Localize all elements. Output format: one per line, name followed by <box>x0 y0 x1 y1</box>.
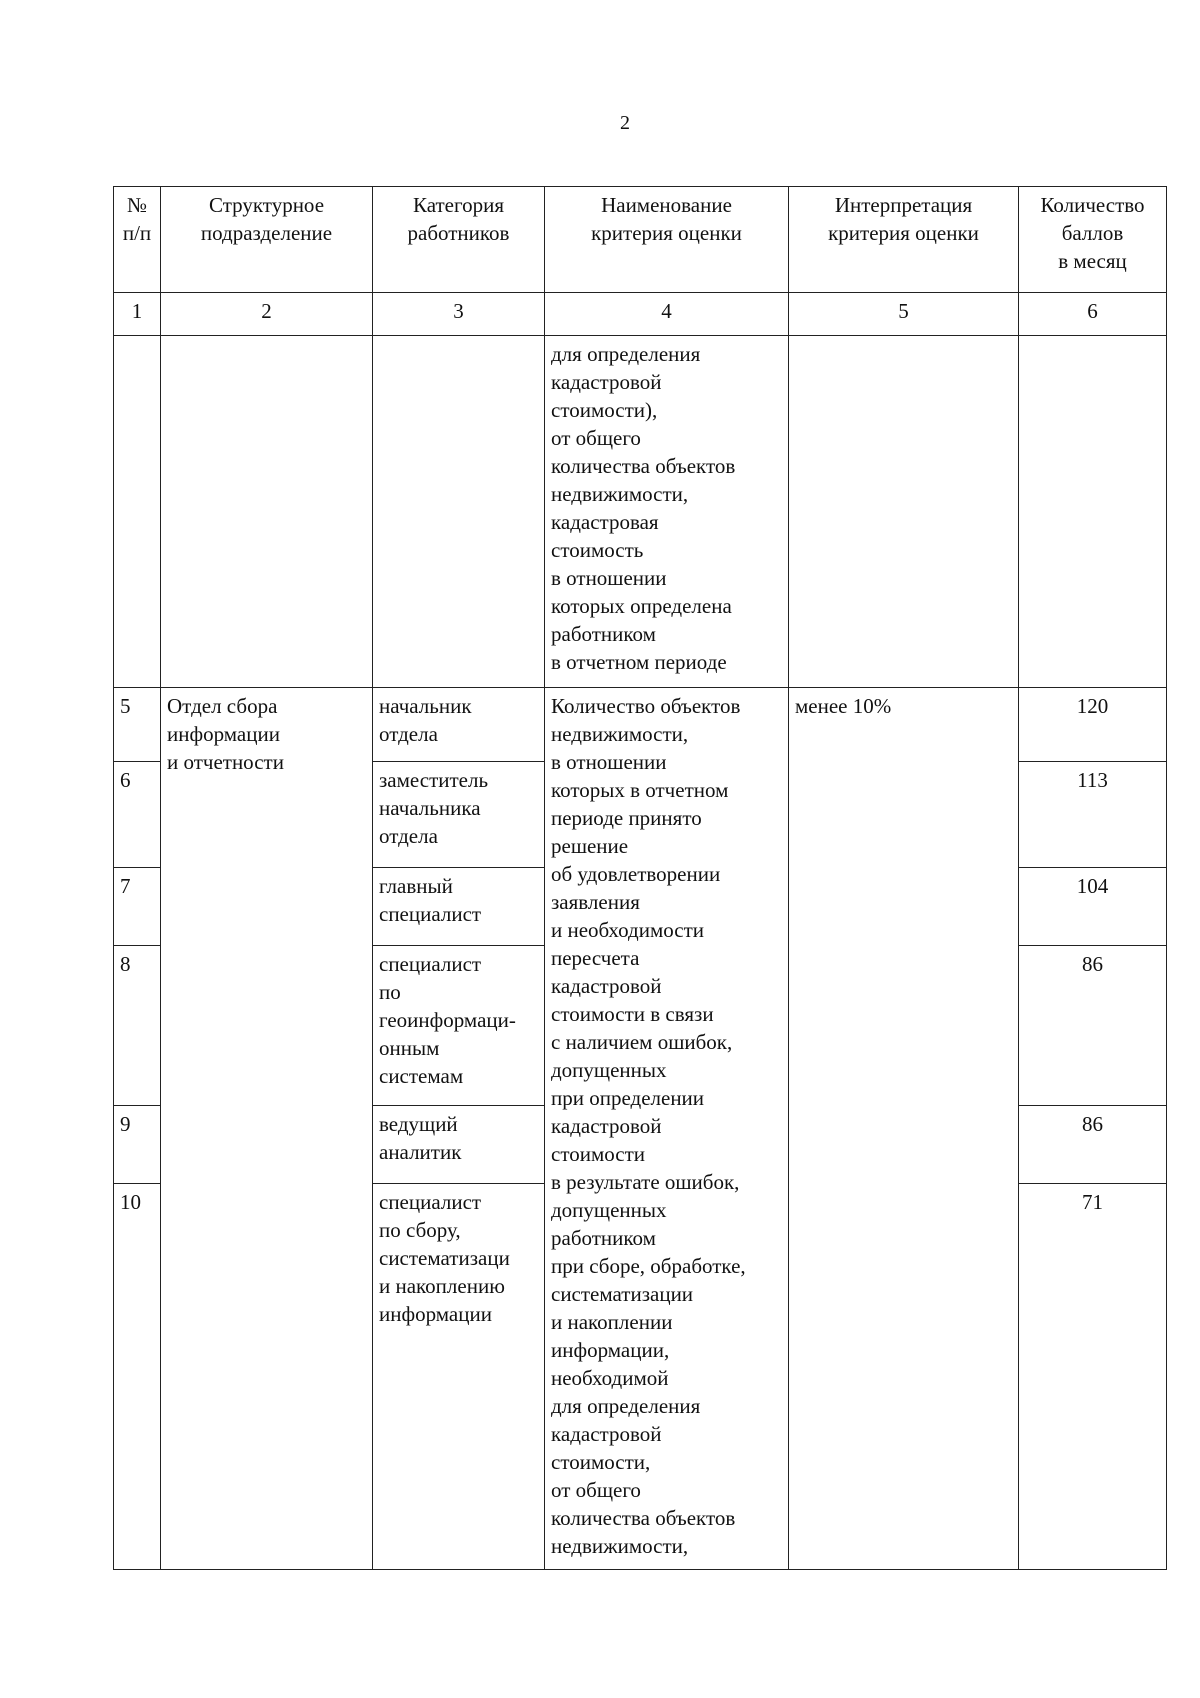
points-value: 86 <box>1019 946 1167 1106</box>
column-index: 2 <box>161 293 373 336</box>
continuation-department-cell <box>161 336 373 688</box>
points-value: 104 <box>1019 868 1167 946</box>
points-value: 120 <box>1019 688 1167 762</box>
department-name: Отдел сбора информации и отчетности <box>161 688 373 1570</box>
continuation-points-cell <box>1019 336 1167 688</box>
points-value: 86 <box>1019 1106 1167 1184</box>
points-value: 71 <box>1019 1184 1167 1570</box>
employee-category: заместитель начальника отдела <box>373 762 545 868</box>
employee-category: главный специалист <box>373 868 545 946</box>
page-number: 2 <box>620 112 630 134</box>
header-department: Структурное подразделение <box>161 187 373 293</box>
column-index: 5 <box>789 293 1019 336</box>
row-number: 8 <box>114 946 161 1106</box>
employee-category: специалист по геоинформаци- онным системам <box>373 946 545 1106</box>
criterion-text: Количество объектов недвижимости, в отношении которых в отчетном периоде принято решение об удовлетворении заявления и необходимости пересчета кадастровой стоимости в связи с наличием ошибок, допущенных при определении кадастровой стоимости в результате ошибок, допущенных работником при сборе, обработке, систематизации и накоплении информации, необходимой для определения кадастровой стоимости, от общего количества объектов недвижимости, <box>545 688 789 1570</box>
points-value: 113 <box>1019 762 1167 868</box>
column-index-row <box>114 293 1167 336</box>
header-category: Категория работников <box>373 187 545 293</box>
header-criterion: Наименование критерия оценки <box>545 187 789 293</box>
row-number: 6 <box>114 762 161 868</box>
header-row <box>114 187 1167 293</box>
row-number: 10 <box>114 1184 161 1570</box>
column-index: 6 <box>1019 293 1167 336</box>
column-index: 3 <box>373 293 545 336</box>
row-number: 9 <box>114 1106 161 1184</box>
column-index: 1 <box>114 293 161 336</box>
employee-category: специалист по сбору, систематизаци и накоплению информации <box>373 1184 545 1570</box>
continuation-interpretation-cell <box>789 336 1019 688</box>
continuation-category-cell <box>373 336 545 688</box>
employee-category: начальник отдела <box>373 688 545 762</box>
employee-category: ведущий аналитик <box>373 1106 545 1184</box>
header-num: № п/п <box>114 187 161 293</box>
table-row <box>114 688 1167 762</box>
interpretation-text: менее 10% <box>789 688 1019 1570</box>
criteria-table <box>113 186 1167 1570</box>
column-index: 4 <box>545 293 789 336</box>
continuation-num-cell <box>114 336 161 688</box>
row-number: 5 <box>114 688 161 762</box>
continuation-row <box>114 336 1167 688</box>
row-number: 7 <box>114 868 161 946</box>
header-points: Количество баллов в месяц <box>1019 187 1167 293</box>
header-interpretation: Интерпретация критерия оценки <box>789 187 1019 293</box>
continuation-criterion-text: для определения кадастровой стоимости), от общего количества объектов недвижимости, кадастровая стоимость в отношении которых определена работником в отчетном периоде <box>545 336 789 688</box>
